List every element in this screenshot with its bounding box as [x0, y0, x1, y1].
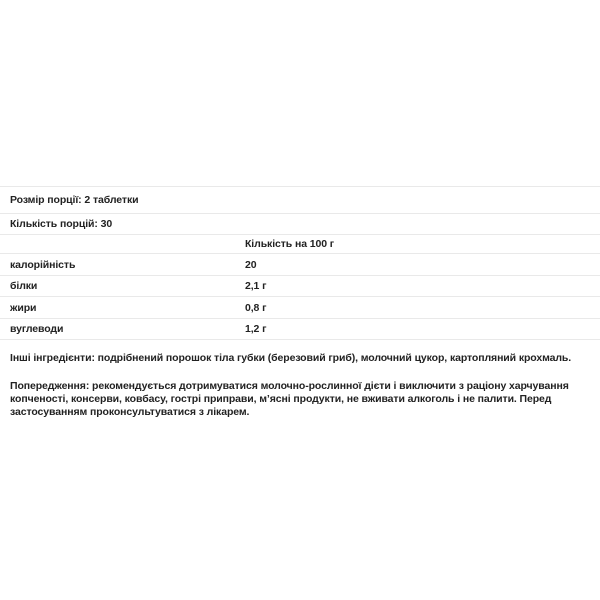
other-ingredients-text: Інші інгредієнти: подрібнений порошок тіла губки (березовий гриб), молочний цукор, картопляний крохмаль. [10, 352, 572, 364]
nutrient-label: білки [10, 280, 38, 292]
serving-size-text: Розмір порції: 2 таблетки [10, 194, 139, 206]
nutrient-label: жири [10, 301, 37, 314]
nutrient-row-calories [0, 253, 600, 275]
warning-text: Попередження: рекомендується дотримуватися молочно-рослинної дієти і виключити з раціону харчування копченості, консерви, ковбасу, гострі приправи, м’ясні продукти, не вживати алкоголь і не палити. Перед застосуванням проконсультуватися з лікарем. [10, 380, 569, 418]
nutrient-label: калорійність [10, 258, 76, 271]
nutrient-row-protein [0, 275, 600, 296]
serving-size-row [0, 186, 600, 213]
servings-count-text: Кількість порцій: 30 [10, 218, 113, 230]
servings-count-row [0, 213, 600, 234]
nutrient-row-carbs [0, 318, 600, 339]
nutrient-label: вуглеводи [10, 323, 64, 335]
nutrition-facts-table [0, 186, 600, 340]
nutrition-facts-section [0, 186, 600, 419]
nutrient-row-fat [0, 296, 600, 318]
nutrient-value: 1,2 г [245, 323, 267, 335]
nutrient-value: 0,8 г [245, 301, 267, 314]
nutrient-value: 20 [245, 258, 257, 271]
nutrient-value: 2,1 г [245, 280, 267, 292]
amount-per-100g-header: Кількість на 100 г [245, 238, 335, 250]
column-header-row [0, 234, 600, 253]
